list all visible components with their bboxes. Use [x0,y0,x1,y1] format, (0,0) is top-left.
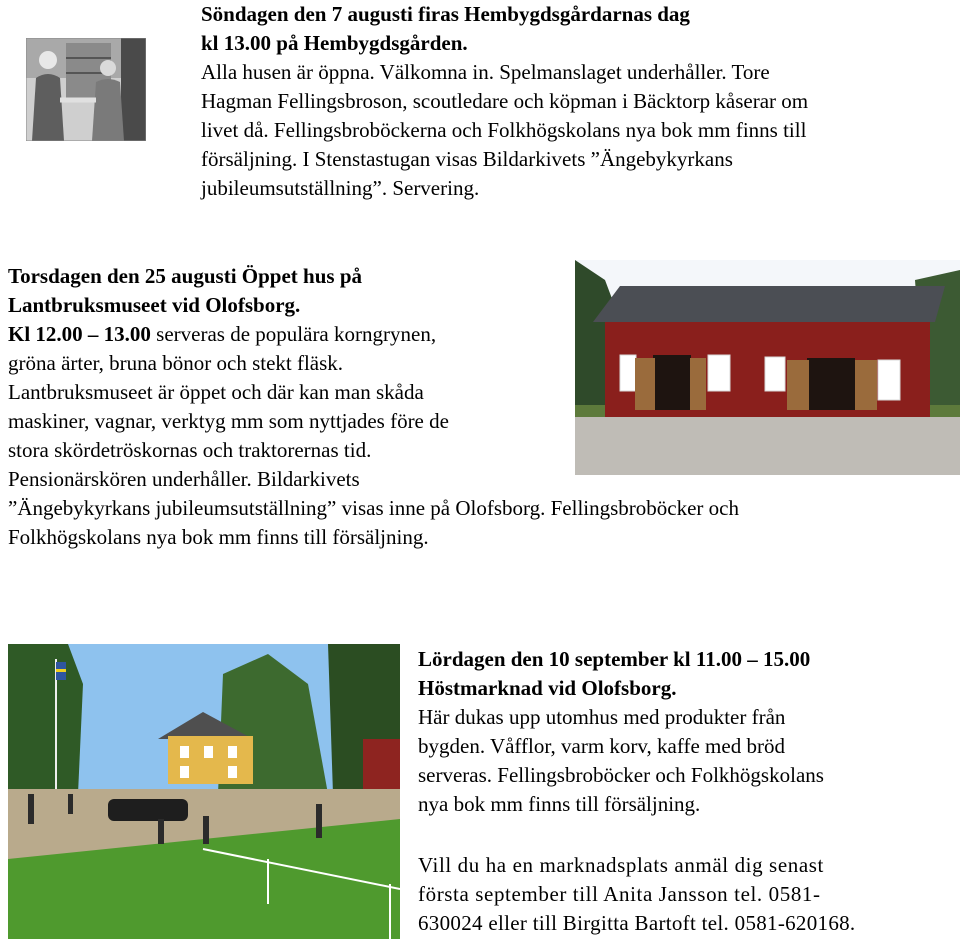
event2-time: Kl 12.00 – 13.00 [8,322,151,346]
event3-signup-line: första september till Anita Jansson tel. 0581- [418,882,821,906]
event1-body-line: Alla husen är öppna. Välkomna in. Spelmanslaget underhåller. Tore [201,60,770,84]
event1-body-line: jubileumsutställning”. Servering. [201,176,480,200]
event2-time-line [8,320,436,349]
photo-autumn-market [8,644,400,939]
event3-body-line: Här dukas upp utomhus med produkter från [418,705,786,729]
event2-body-line: ”Ängebykyrkans jubileumsutställning” visas inne på Olofsborg. Fellingsbroböcker och [8,496,739,520]
event2-body-line: maskiner, vagnar, verktyg mm som nyttjades före de [8,409,449,433]
event2-body-line: Folkhögskolans nya bok mm finns till försäljning. [8,525,429,549]
event3-heading-line2: Höstmarknad vid Olofsborg. [418,676,677,700]
event2-body-line: gröna ärter, bruna bönor och stekt fläsk. [8,351,344,375]
event2-heading-line1: Torsdagen den 25 augusti Öppet hus på [8,264,363,288]
event1-body-line: Hagman Fellingsbroson, scoutledare och köpman i Bäcktorp kåserar om [201,89,809,113]
event1-heading-line2: kl 13.00 på Hembygdsgården. [201,31,468,55]
event2-body-line: stora skördetröskornas och traktorernas tid. [8,438,372,462]
event3-signup-line: 630024 eller till Birgitta Bartoft tel. 0581-620168. [418,911,856,935]
event2-time-rest: serveras de populära korngrynen, [150,322,437,346]
photo-red-barn [575,260,960,475]
event2-heading-line2: Lantbruksmuseet vid Olofsborg. [8,293,301,317]
photo-shopkeepers-handshake [26,38,146,141]
event3-signup-line: Vill du ha en marknadsplats anmäl dig senast [418,853,824,877]
event1-heading-line1: Söndagen den 7 augusti firas Hembygdsgårdarnas dag [201,2,690,26]
event3-body-line: serveras. Fellingsbroböcker och Folkhögskolans [418,763,824,787]
event1-body-line: livet då. Fellingsbroböckerna och Folkhögskolans nya bok mm finns till [201,118,807,142]
event1-body-line: försäljning. I Stenstastugan visas Bildarkivets ”Ängebykyrkans [201,147,733,171]
event3-body-line: bygden. Våfflor, varm korv, kaffe med bröd [418,734,785,758]
event3-body-line: nya bok mm finns till försäljning. [418,792,701,816]
event3-heading-line1: Lördagen den 10 september kl 11.00 – 15.00 [418,647,811,671]
event2-body-line: Pensionärskören underhåller. Bildarkivets [8,467,360,491]
event2-body-line: Lantbruksmuseet är öppet och där kan man skåda [8,380,424,404]
